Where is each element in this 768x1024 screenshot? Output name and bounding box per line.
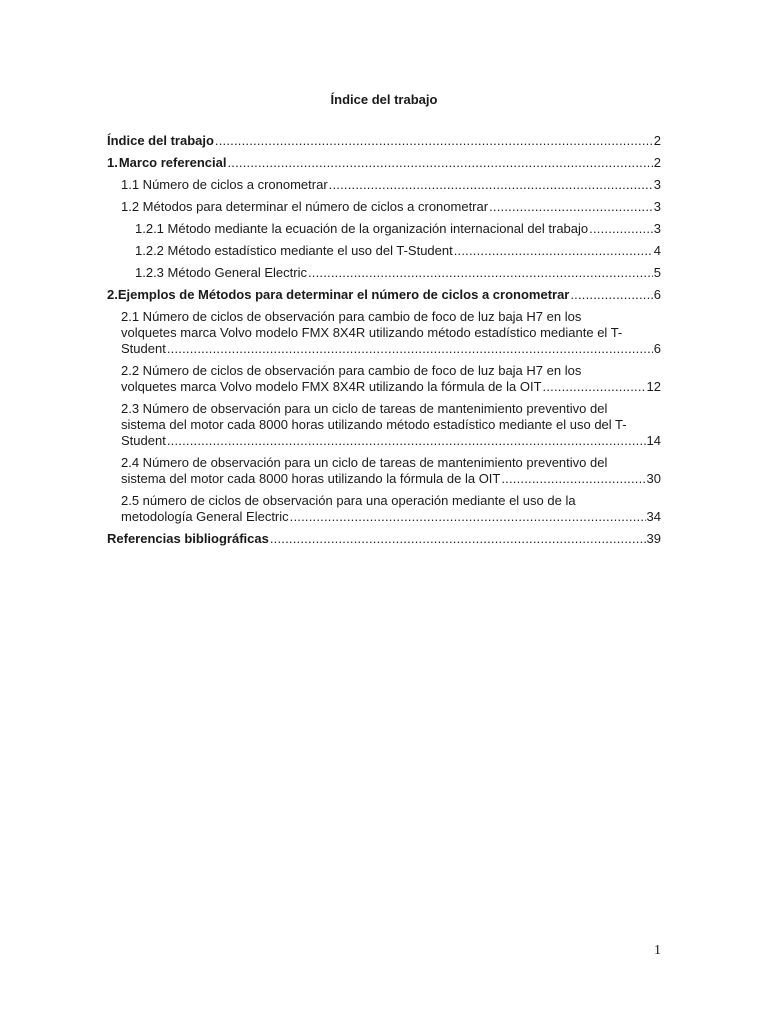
toc-leader-dots — [489, 199, 653, 215]
toc-entry-2-5[interactable] — [121, 493, 661, 525]
toc-entry-line: 2.1 Número de ciclos de observación para cambio de foco de luz baja H7 en los — [121, 309, 582, 324]
toc-entry-line: 2.4 Número de observación para un ciclo de tareas de mantenimiento preventivo del — [121, 455, 608, 470]
toc-entry-indice[interactable] — [107, 133, 661, 149]
toc-entry-label: Student — [121, 433, 166, 448]
toc-leader-dots — [167, 341, 653, 357]
toc-entry-label: 1.2.3 Método General Electric — [135, 265, 307, 280]
toc-page-number: 3 — [653, 221, 661, 236]
toc-entry-referencias[interactable] — [107, 531, 661, 547]
toc-leader-dots — [329, 177, 653, 193]
toc-leader-dots — [215, 133, 653, 149]
toc-page-number: 2 — [653, 155, 661, 170]
toc-entry-1-2-1[interactable] — [135, 221, 661, 237]
toc-page-number: 12 — [646, 379, 661, 394]
toc-entry-label: Índice del trabajo — [107, 133, 214, 148]
toc-entry-2-3[interactable] — [121, 401, 661, 449]
toc-leader-dots — [290, 509, 646, 525]
toc-leader-dots — [270, 531, 646, 547]
page-number: 1 — [654, 943, 661, 958]
toc-entry-line: volquetes marca Volvo modelo FMX 8X4R utilizando método estadístico mediante el T- — [121, 325, 623, 340]
toc-page-number: 3 — [653, 177, 661, 192]
toc-entry-label: volquetes marca Volvo modelo FMX 8X4R utilizando la fórmula de la OIT — [121, 379, 542, 394]
toc-entry-label: sistema del motor cada 8000 horas utilizando la fórmula de la OIT — [121, 471, 501, 486]
toc-page-number: 4 — [653, 243, 661, 258]
toc-entry-label: Ejemplos de Métodos para determinar el número de ciclos a cronometrar — [117, 287, 570, 302]
toc-entry-1-2[interactable] — [121, 199, 661, 215]
toc-entry-line: sistema del motor cada 8000 horas utilizando método estadístico mediante el uso del T- — [121, 417, 627, 432]
toc-entry-label: Marco referencial — [118, 155, 227, 170]
toc-leader-dots — [501, 471, 645, 487]
toc-entry-line: 2.2 Número de ciclos de observación para cambio de foco de luz baja H7 en los — [121, 363, 582, 378]
toc-entry-number: 1. — [107, 155, 118, 170]
toc-entry-1-2-2[interactable] — [135, 243, 661, 259]
toc-leader-dots — [454, 243, 653, 259]
toc-entry-label: metodología General Electric — [121, 509, 289, 524]
toc-entry-marco-referencial[interactable] — [107, 155, 661, 171]
toc-entry-label: Referencias bibliográficas — [107, 531, 269, 546]
toc-entry-line: 2.3 Número de observación para un ciclo de tareas de mantenimiento preventivo del — [121, 401, 608, 416]
toc-entry-number: 2. — [107, 287, 118, 302]
toc-entry-label: 1.1 Número de ciclos a cronometrar — [121, 177, 328, 192]
toc-leader-dots — [543, 379, 646, 395]
toc-entry-label: Student — [121, 341, 166, 356]
toc-entry-2-4[interactable] — [121, 455, 661, 487]
toc-leader-dots — [308, 265, 653, 281]
toc-entry-2-1[interactable] — [121, 309, 661, 357]
toc-page-number: 14 — [646, 433, 661, 448]
toc-entry-label: 1.2 Métodos para determinar el número de ciclos a cronometrar — [121, 199, 489, 214]
toc-page-number: 2 — [653, 133, 661, 148]
page-title: Índice del trabajo — [330, 92, 438, 107]
toc-entry-2-2[interactable] — [121, 363, 661, 395]
toc-entry-label: 1.2.1 Método mediante la ecuación de la organización internacional del trabajo — [135, 221, 589, 236]
toc-entry-1-2-3[interactable] — [135, 265, 661, 281]
toc-entry-label: 1.2.2 Método estadístico mediante el uso del T-Student — [135, 243, 453, 258]
toc-entry-1-1[interactable] — [121, 177, 661, 193]
toc-page-number: 34 — [646, 509, 661, 524]
toc-leader-dots — [589, 221, 653, 237]
toc-page-number: 6 — [653, 341, 661, 356]
table-of-contents — [107, 133, 661, 547]
toc-page-number: 5 — [653, 265, 661, 280]
toc-page-number: 3 — [653, 199, 661, 214]
toc-leader-dots — [228, 155, 653, 171]
toc-leader-dots — [570, 287, 652, 303]
toc-entry-line: 2.5 número de ciclos de observación para una operación mediante el uso de la — [121, 493, 576, 508]
toc-page-number: 6 — [653, 287, 661, 302]
toc-page-number: 30 — [646, 471, 661, 486]
toc-leader-dots — [167, 433, 646, 449]
toc-page-number: 39 — [646, 531, 661, 546]
toc-entry-ejemplos[interactable] — [107, 287, 661, 303]
